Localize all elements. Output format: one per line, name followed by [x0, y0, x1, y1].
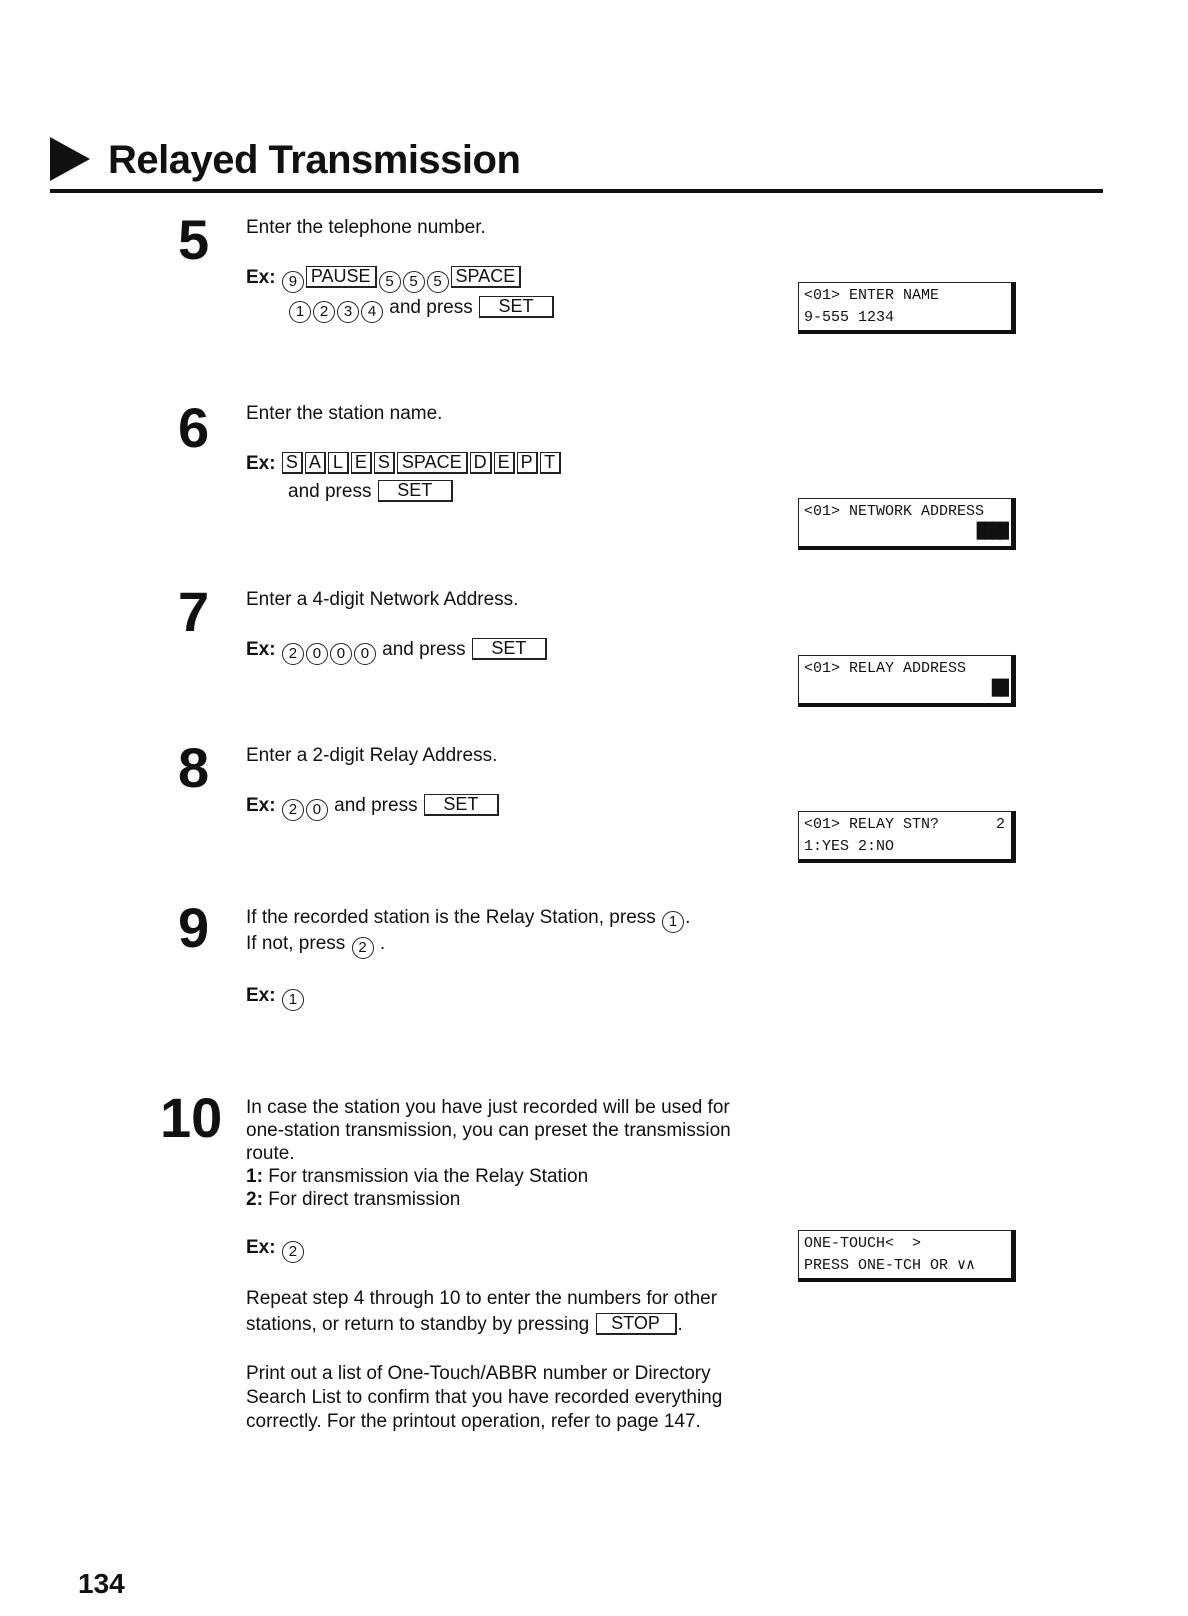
- option-1-text: For transmission via the Relay Station: [268, 1166, 589, 1187]
- title-arrow-icon: [50, 137, 90, 181]
- step-10-instruction: [246, 1096, 731, 1211]
- step-10-instruction-line: one-station transmission, you can preset the transmission: [246, 1120, 731, 1141]
- repeat-line-text: stations, or return to standby by pressing: [246, 1314, 590, 1335]
- lcd-line-1: <01> RELAY ADDRESS: [804, 660, 967, 677]
- repeat-line: stations, or return to standby by pressing STOP .: [246, 1313, 683, 1335]
- key-s: S: [282, 452, 303, 474]
- step-9-line2: If not, press 2 .: [246, 932, 385, 959]
- key-1: 1: [282, 989, 304, 1011]
- key-2: 2: [282, 1241, 304, 1263]
- step-5-number: 5: [178, 208, 210, 271]
- key-3: 3: [337, 301, 359, 323]
- key-d: D: [470, 452, 492, 474]
- lcd-line-1: <01> RELAY STN?: [804, 816, 940, 833]
- key-2: 2: [282, 643, 304, 665]
- option-2-label: 2:: [246, 1189, 263, 1210]
- and-press-text: and press: [389, 297, 473, 318]
- key-1: 1: [662, 911, 684, 933]
- step-10-number: 10: [160, 1086, 223, 1149]
- key-2: 2: [352, 937, 374, 959]
- ex-label: Ex:: [246, 639, 276, 660]
- step-8-example: [246, 794, 500, 821]
- key-5: 5: [379, 271, 401, 293]
- key-1: 1: [289, 301, 311, 323]
- print-line: Search List to confirm that you have recorded everything: [246, 1387, 723, 1408]
- repeat-instruction: [246, 1286, 717, 1338]
- lcd-cursor-blocks: ██: [991, 679, 1007, 697]
- print-line: Print out a list of One-Touch/ABBR number or Directory: [246, 1363, 711, 1384]
- lcd-display-step-8: [798, 811, 1016, 863]
- key-0: 0: [354, 643, 376, 665]
- key-pause: PAUSE: [306, 266, 377, 288]
- ex-label: Ex:: [246, 1237, 276, 1258]
- step-8-instruction: Enter a 2-digit Relay Address.: [246, 745, 498, 766]
- step-9-line2-text: If not, press: [246, 933, 346, 954]
- set-key: SET: [424, 794, 499, 816]
- option-1-label: 1:: [246, 1166, 263, 1187]
- ex-label: Ex:: [246, 985, 276, 1006]
- step-5-example-line1: [246, 266, 522, 293]
- set-key: SET: [479, 296, 554, 318]
- option-2-text: For direct transmission: [268, 1189, 461, 1210]
- key-space: SPACE: [397, 452, 468, 474]
- lcd-line-2: 9-555 1234: [804, 309, 895, 326]
- step-9-number: 9: [178, 896, 210, 959]
- step-9-example: [246, 984, 305, 1011]
- key-5: 5: [403, 271, 425, 293]
- lcd-line-1: <01> ENTER NAME: [804, 287, 940, 304]
- key-0: 0: [306, 799, 328, 821]
- step-10-option-1: [246, 1165, 731, 1188]
- step-7-number: 7: [178, 580, 210, 643]
- and-press-text: and press: [334, 795, 418, 816]
- lcd-display-step-10: [798, 1230, 1016, 1282]
- step-5-example-line2: [288, 296, 555, 323]
- key-2: 2: [313, 301, 335, 323]
- ex-label: Ex:: [246, 453, 276, 474]
- lcd-line-1-value: 2: [995, 816, 1005, 833]
- key-0: 0: [330, 643, 352, 665]
- step-6-example-line1: [246, 452, 562, 476]
- set-key: SET: [472, 638, 547, 660]
- stop-key: STOP: [596, 1313, 677, 1335]
- page-number: 134: [78, 1568, 125, 1599]
- key-p: P: [517, 452, 538, 474]
- step-9-line1: If the recorded station is the Relay Station, press 1 .: [246, 906, 690, 933]
- key-0: 0: [306, 643, 328, 665]
- key-a: A: [305, 452, 326, 474]
- lcd-line-1: <01> NETWORK ADDRESS: [804, 503, 985, 520]
- key-5: 5: [427, 271, 449, 293]
- and-press-text: and press: [382, 639, 466, 660]
- step-9-line1-text: If the recorded station is the Relay Station, press: [246, 907, 656, 928]
- lcd-display-step-7: [798, 655, 1016, 707]
- key-l: L: [328, 452, 349, 474]
- and-press-text: and press: [288, 481, 372, 502]
- key-s: S: [374, 452, 395, 474]
- page-title: Relayed Transmission: [108, 138, 521, 182]
- key-e: E: [494, 452, 515, 474]
- print-instruction: [246, 1362, 722, 1434]
- ex-label: Ex:: [246, 795, 276, 816]
- lcd-line-2: PRESS ONE-TCH OR ∨∧: [804, 1257, 976, 1274]
- step-8-number: 8: [178, 736, 210, 799]
- key-4: 4: [361, 301, 383, 323]
- step-7-instruction: Enter a 4-digit Network Address.: [246, 589, 519, 610]
- key-e: E: [351, 452, 372, 474]
- ex-label: Ex:: [246, 267, 276, 288]
- step-10-instruction-line: route.: [246, 1143, 295, 1164]
- lcd-line-2: 1:YES 2:NO: [804, 838, 895, 855]
- lcd-line-1: ONE-TOUCH< >: [804, 1235, 922, 1252]
- lcd-cursor-blocks: ████: [976, 522, 1007, 540]
- step-6-number: 6: [178, 396, 210, 459]
- print-line: correctly. For the printout operation, refer to page 147.: [246, 1411, 701, 1432]
- key-t: T: [540, 452, 561, 474]
- step-6-instruction: Enter the station name.: [246, 403, 443, 424]
- step-10-option-2: [246, 1188, 731, 1211]
- key-9: 9: [282, 271, 304, 293]
- step-10-example: [246, 1236, 305, 1263]
- step-5-instruction: Enter the telephone number.: [246, 217, 486, 238]
- step-6-example-line2: [288, 480, 454, 504]
- lcd-display-step-6: [798, 498, 1016, 550]
- key-space: SPACE: [451, 266, 522, 288]
- step-10-instruction-line: In case the station you have just recorded will be used for: [246, 1097, 730, 1118]
- title-rule: [50, 189, 1103, 193]
- set-key: SET: [378, 480, 453, 502]
- key-2: 2: [282, 799, 304, 821]
- repeat-line: Repeat step 4 through 10 to enter the numbers for other: [246, 1288, 718, 1309]
- lcd-display-step-5: [798, 282, 1016, 334]
- step-7-example: [246, 638, 548, 665]
